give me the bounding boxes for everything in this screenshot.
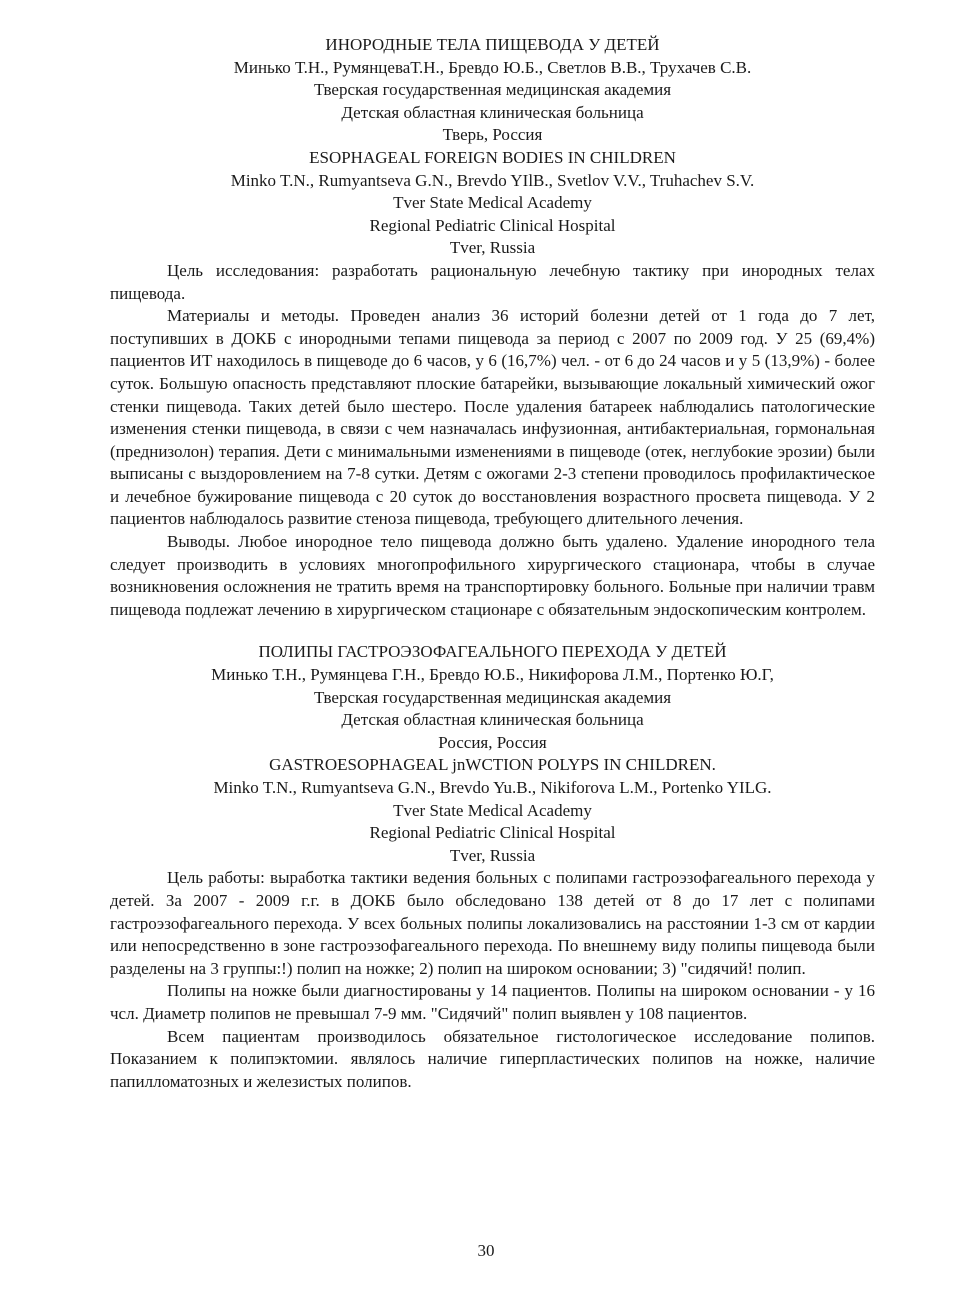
authors-en: Minko T.N., Rumyantseva G.N., Brevdo YIlB., Svetlov V.V., Truhachev S.V.	[230, 170, 755, 190]
location: Тверь, Россия	[442, 125, 543, 145]
institution: Детская областная клиническая больница	[341, 710, 644, 730]
institution-en: Regional Pediatric Clinical Hospital	[369, 215, 616, 235]
article-title-en: GASTROESOPHAGEAL jnWCTION POLYPS IN CHILDREN.	[269, 755, 716, 775]
institution-en: Regional Pediatric Clinical Hospital	[369, 823, 616, 843]
article-title: ПОЛИПЫ ГАСТРОЭЗОФАГЕАЛЬНОГО ПЕРЕХОДА У ДЕТЕЙ	[258, 642, 727, 662]
location-en: Tver, Russia	[449, 238, 536, 258]
body-paragraph: Материалы и методы. Проведен анализ 36 историй болезни детей от 1 года до 7 лет, поступивших в ДОКБ с инородными тепами пищевода за период с 2007 по 2009 год. У 25 (69,4%) пациентов ИТ находилось в пищеводе до 6 часов, у 6 (16,7%) чел. - от 6 до 24 часов и у 5 (13,9%) - более суток. Большую опасность представляют плоские батарейки, вызывающие локальный химический ожог стенки пищевода. Таких детей было шестеро. После удаления батареек наблюдались патологические изменения стенки пищевода, в связи с чем назначалась инфузионная, антибактериальная, гормональная (преднизолон) терапия. Дети с минимальными изменениями в пищеводе (отек, неглубокие эрозии) были выписаны с выздоровлением на 7-8 сутки. Детям с ожогами 2-3 степени проводилось профилактическое и лечебное бужирование пищевода с 20 суток до восстановления возрастного просвета пищевода. У 2 пациентов наблюдалось развитие стеноза пищевода, требующего длительного лечения.	[110, 306, 875, 529]
body-paragraph: Цель исследования: разработать рациональную лечебную тактику при инородных телах пищевода.	[110, 260, 875, 303]
location: Россия, Россия	[438, 732, 547, 752]
article-polyps	[110, 641, 875, 1093]
authors: Минько Т.Н., РумянцеваТ.Н., Бревдо Ю.Б., Светлов В.В., Трухачев С.В.	[233, 57, 752, 77]
institution-en: Tver State Medical Academy	[393, 193, 592, 213]
body-paragraph: Всем пациентам производилось обязательное гистологическое исследование полипов. Показанием к полипэктомии. являлось наличие гиперпластических полипов на ножке, наличие папилломатозных и железистых полипов.	[110, 1026, 875, 1091]
authors-en: Minko T.N., Rumyantseva G.N., Brevdo Yu.B., Nikiforova L.M., Portenko YILG.	[213, 778, 772, 797]
institution: Тверская государственная медицинская академия	[313, 80, 672, 100]
section-spacer	[110, 621, 875, 641]
location-en: Tver, Russia	[449, 845, 536, 865]
authors: Минько Т.Н., Румянцева Г.Н., Бревдо Ю.Б., Никифорова Л.М., Портенко Ю.Г,	[211, 665, 774, 685]
institution: Тверская государственная медицинская академия	[313, 687, 672, 707]
article-title: ИНОРОДНЫЕ ТЕЛА ПИЩЕВОДА У ДЕТЕЙ	[325, 35, 660, 54]
page-number: 30	[477, 1241, 495, 1260]
institution: Детская областная клиническая больница	[341, 102, 644, 122]
body-paragraph: Полипы на ножке были диагностированы у 14 пациентов. Полипы на широком основании - у 16 чсл. Диаметр полипов не превышал 7-9 мм. "Сидячий" полип выявлен у 108 пациентов.	[110, 981, 875, 1023]
article-foreign-bodies	[110, 34, 875, 621]
body-paragraph: Выводы. Любое инородное тело пищевода должно быть удалено. Удаление инородного тела следует производить в условиях многопрофильного хирургического стационара, чтобы в случае возникновения осложнения не тратить время на транспортировку больного. Больные при наличии травм пищевода подлежат лечению в хирургическом стационаре с обязательным эндоскопическим контролем.	[110, 532, 875, 619]
body-paragraph: Цель работы: выработка тактики ведения больных с полипами гастроэзофагеального перехода у детей. За 2007 - 2009 г.г. в ДОКБ было обследовано 138 детей от 8 до 17 лет с полипами гастроэзофагеального перехода. У всех больных полипы локализовались на расстоянии 1-3 см от кардии или непосредственно в зоне гастроэзофагеального перехода. По внешнему виду полипы пищевода были разделены на 3 группы:!) полип на ножке; 2) полип на широком основании; 3) "сидячий! полип.	[110, 868, 875, 978]
institution-en: Tver State Medical Academy	[393, 800, 592, 820]
article-title-en: ESOPHAGEAL FOREIGN BODIES IN CHILDREN	[309, 147, 676, 167]
